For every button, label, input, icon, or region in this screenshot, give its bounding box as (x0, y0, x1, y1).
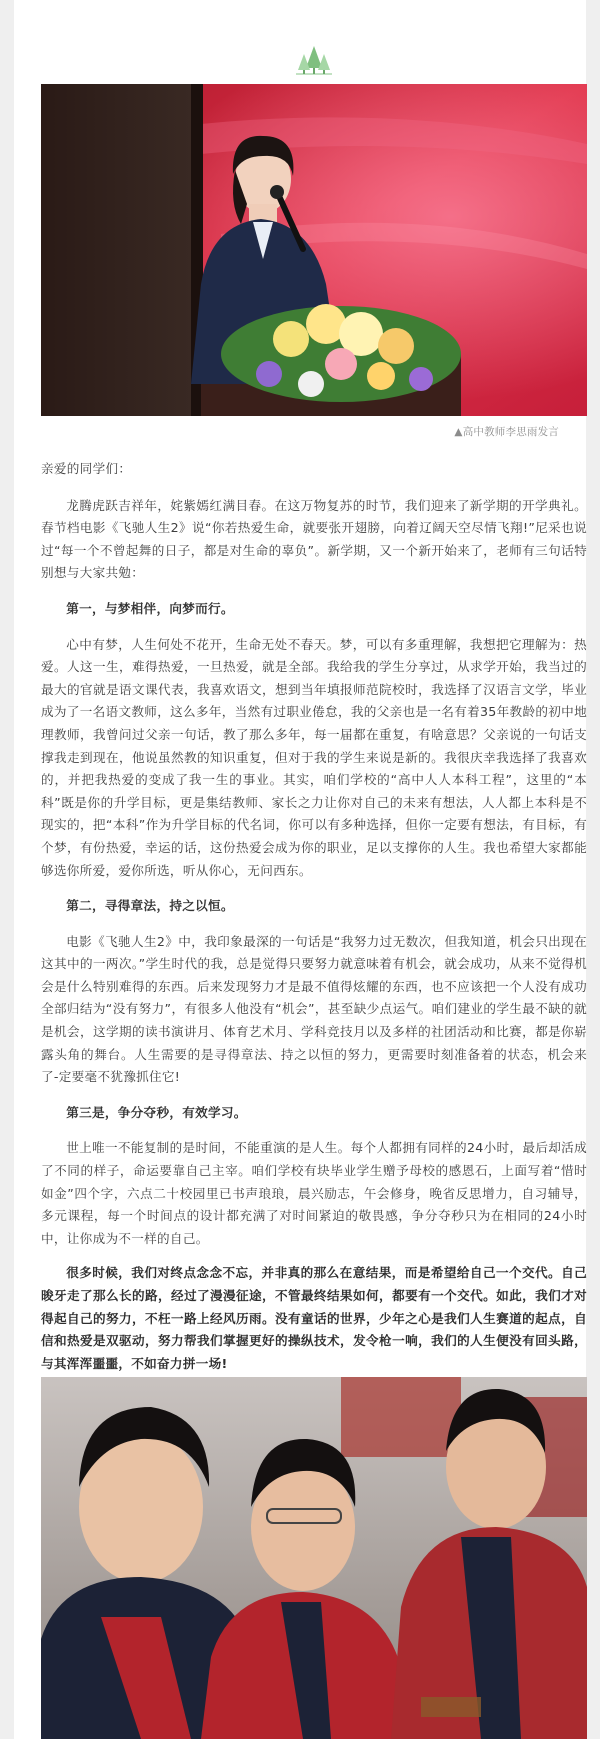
paragraph-4-bold: 很多时候，我们对终点念念不忘，并非真的那么在意结果，而是希望给自己一个交代。自己晙牙走了那么长的路，经过了漫漫征途，不管最终结果如何，都要有一个交代。如此，我们才对得起自己的努力，不枉一路上经风历雨。没有童话的世界，少年之心是我们人生赛道的起点，自信和热爱是双驱动，努力帮我们掌握更好的操纵技术，发令枪一响，我们的人生便没有回头路，与其浑浑噩噩，不如奋力拼一场! (41, 1265, 587, 1371)
greeting: 亲爱的同学们： (41, 461, 132, 476)
paragraph-3: 世上唯一不能复制的是时间，不能重演的是人生。每个人都拥有同样的24小时，最后却活成了不同的样子，命运要靠自己主宰。咱们学校有块毕业学生赠予母校的感恩石，上面写着“惜时如金”四个字，六点二十校园里已书声琅琅，晨兴励志，午会修身，晚省反思增力，自习辅导，多元课程，每一个时间点的设计都充满了对时间紧迫的敬畏感，争分夺秒只为在相同的24小时中，让你成为不一样的自己。 (41, 1140, 587, 1246)
section-heading-1: 第一，与梦相伴，向梦而行。 (66, 600, 234, 616)
section-heading-2: 第二，寻得章法，持之以恒。 (66, 898, 234, 914)
photo-caption: ▲高中教师李思雨发言 (454, 426, 559, 438)
article-body (41, 458, 587, 1478)
students-photo (41, 1377, 587, 1739)
paragraph-1: 心中有梦，人生何处不花开，生命无处不春天。梦，可以有多重理解，我想把它理解为：热爱。人这一生，难得热爱，一旦热爱，就是全部。我给我的学生分享过，从求学开始，我当过的最大的官就是语文课代表，我喜欢语文，想到当年填报师范院校时，我选择了汉语言文学，毕业成为了一名语文教师，这么多年，当然有过职业倦怠，我的父亲也是一名有着35年教龄的初中地理教师，我曾问过父亲一句话，教了那么多年，每一届都在重复，有啥意思？父亲说的一句话支撑我走到现在，他说虽然教的知识重复，但对于我的学生来说是新的。我很庆幸我选择了我喜欢的，并把我热爱的变成了我一生的事业。其实，咱们学校的“高中人人本科工程”，这里的“本科”既是你的升学目标，更是集结教师、家长之力让你对自己的未来有想法，人人都上本科是不现实的，把“本科”作为升学目标的代名词，你可以有多种选择，但你一定要有想法，有目标，有个梦，有份热爱，幸运的话，这份热爱会成为你的职业，足以支撑你的人生。我也希望大家都能够选你所爱，爱你所选，听从你心，无问西东。 (41, 636, 587, 878)
article-page (14, 0, 586, 1739)
teacher-speech-photo (41, 84, 587, 416)
section-heading-3: 第三是，争分夺秒，有效学习。 (66, 1104, 247, 1120)
intro-paragraph: 龙腾虎跃吉祥年，姹紫嫣红满目春。在这万物复苏的时节，我们迎来了新学期的开学典礼。春节档电影《飞驰人生2》说“你若热爱生命，就要张开翅膀，向着辽阔天空尽情飞翔!”尼采也说过“每一个不曾起舞的日子，都是对生命的辜负”。新学期，又一个新开始来了，老师有三句话特别想与大家共勉： (41, 497, 587, 581)
paragraph-2: 电影《飞驰人生2》中，我印象最深的一句话是“我努力过无数次，但我知道，机会只出现在这其中的一两次。”学生时代的我，总是觉得只要努力就意味着有机会，就会成功，从来不觉得机会是什么特别难得的东西。后来发现努力才是最不值得炫耀的东西，也不应该把一个人没有成功全部归结为“没有努力”，有很多人他没有“机会”，甚至缺少点运气。咱们建业的学生最不缺的就是机会，这学期的读书演讲月、体育艺术月、学科竞技月以及多样的社团活动和比赛，都是你崭露头角的舞台。人生需要的是寻得章法、持之以恒的努力，更需要时刻准备着的状态，机会来了-定要毫不犹豫抓住它! (41, 933, 587, 1085)
tree-ornament-icon (290, 44, 338, 78)
